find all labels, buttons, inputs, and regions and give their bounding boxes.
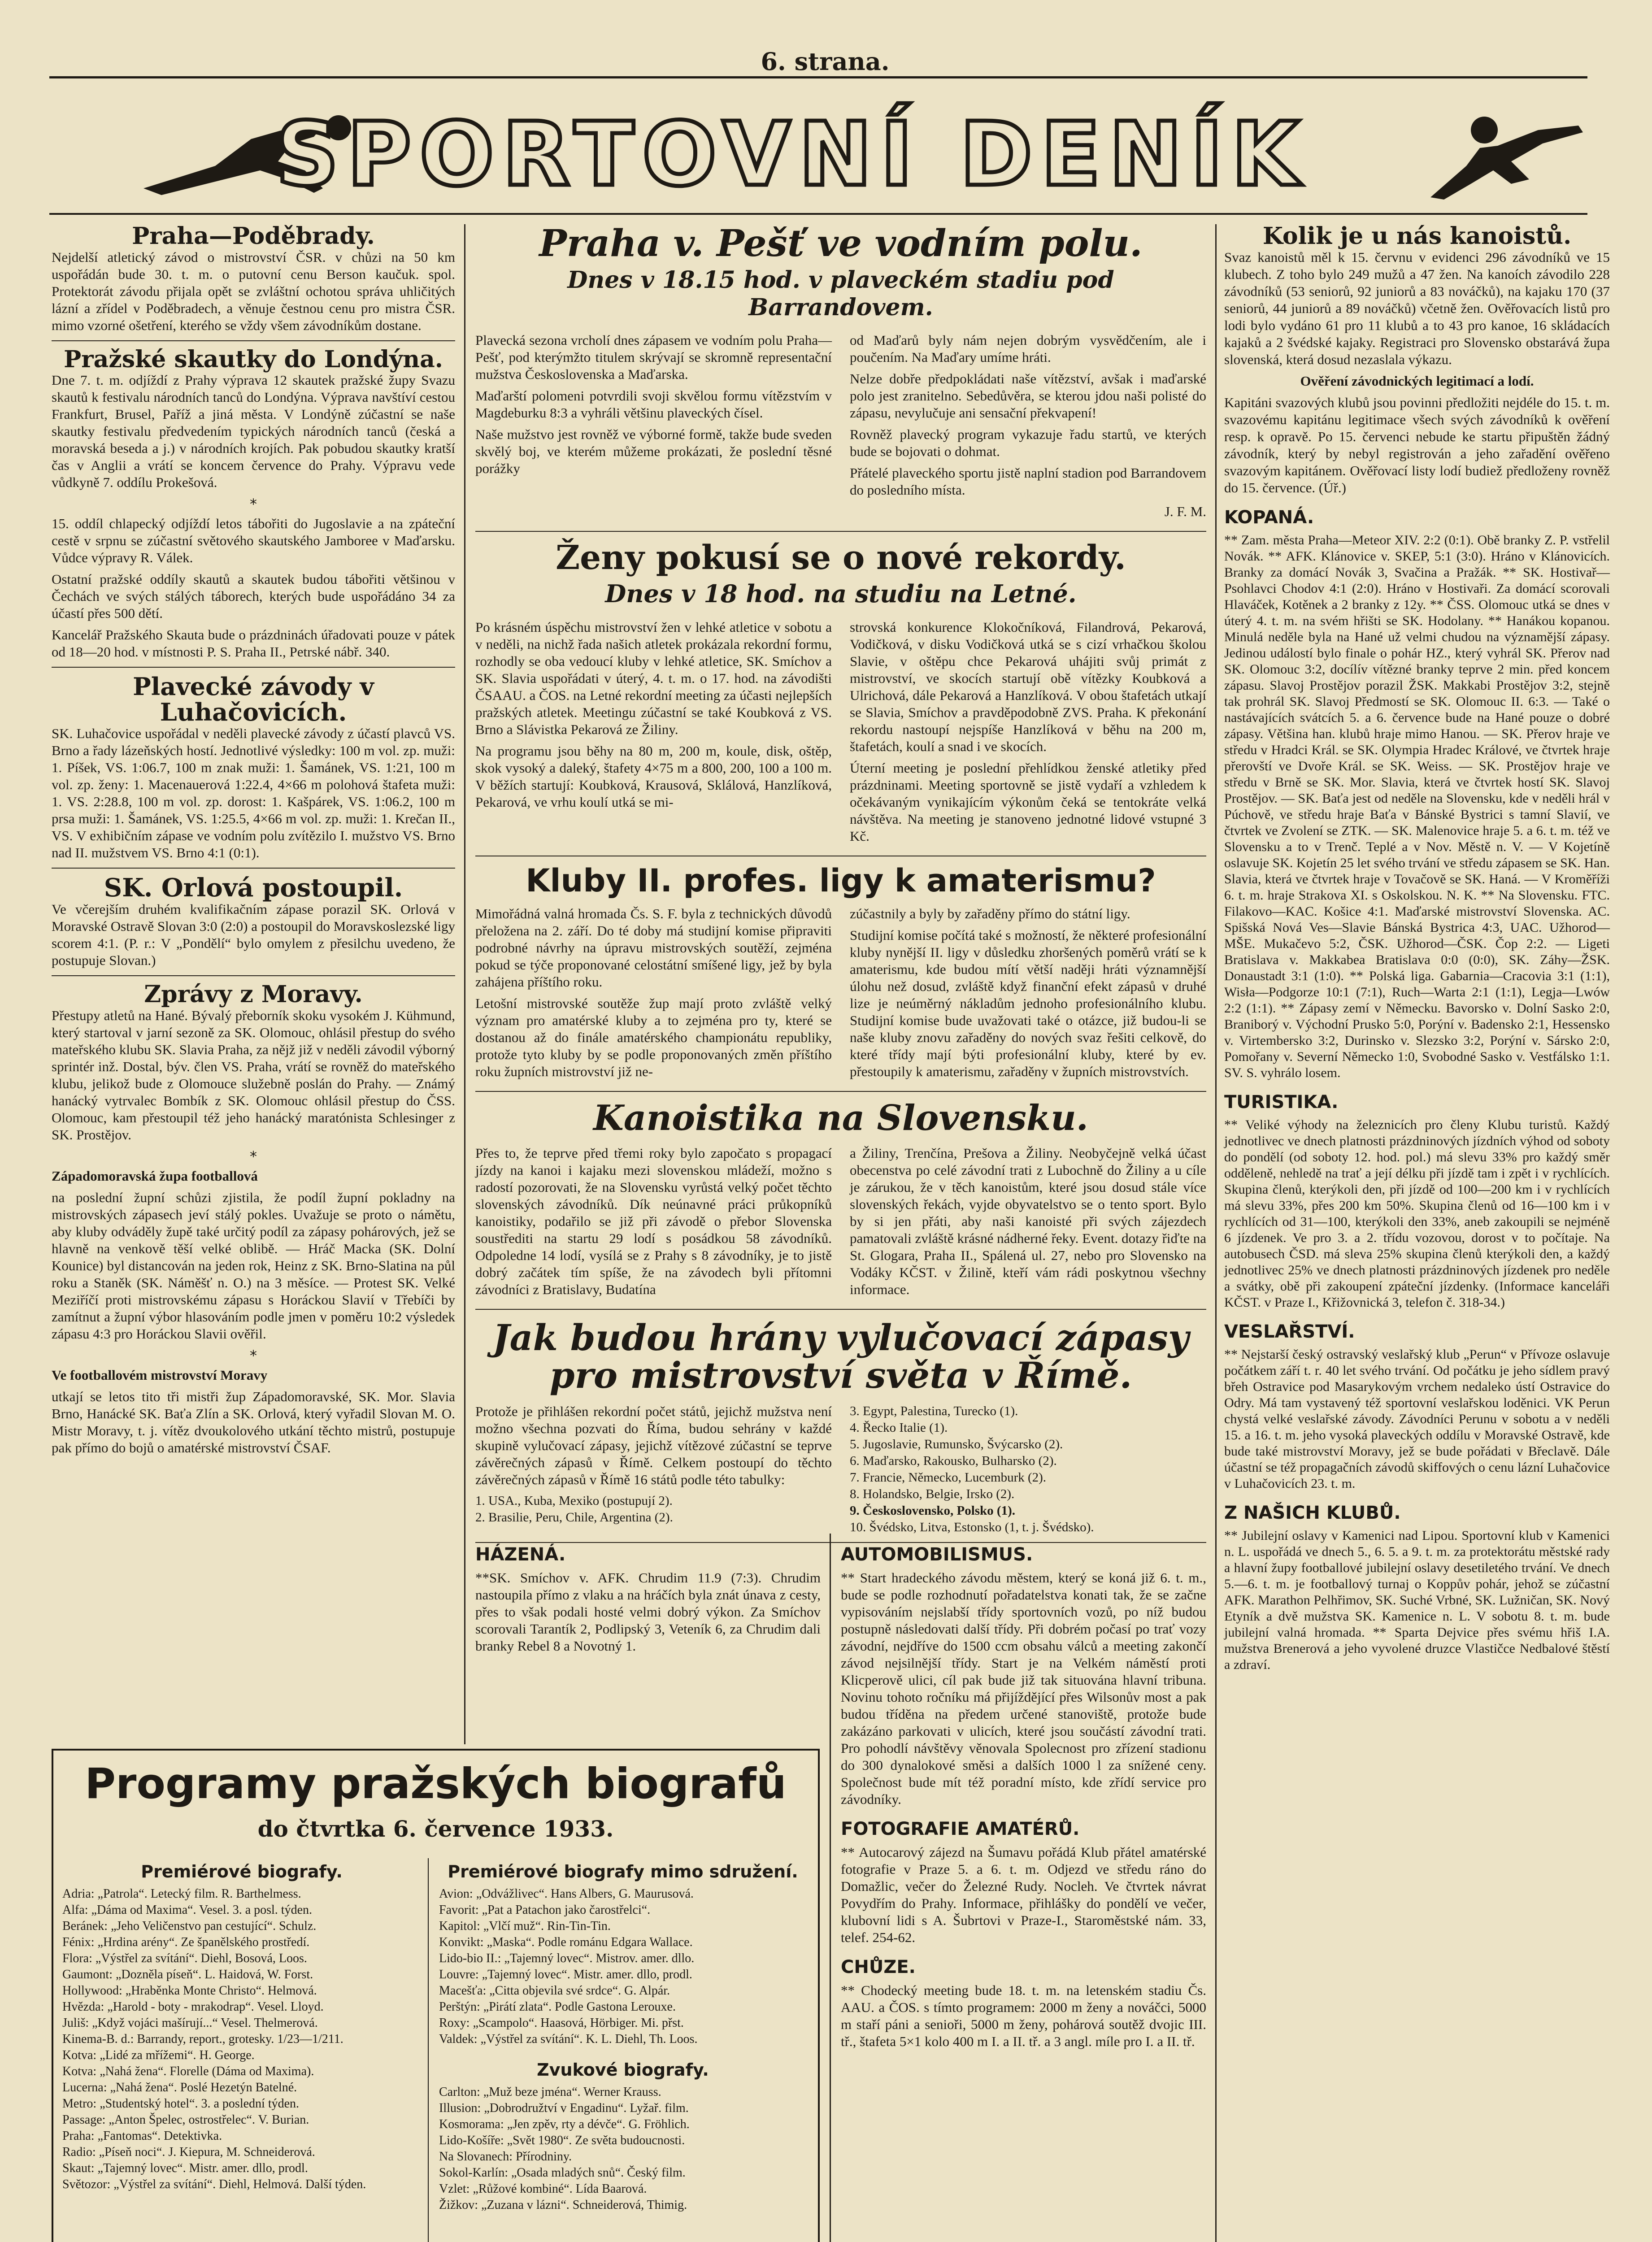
headline-plavecke-zavody: Plavecké závody v Luhačovicích. — [133, 672, 374, 726]
cinema-line: Passage: „Anton Špelec, ostrostřelec“. V. Burian. — [62, 2113, 309, 2127]
cinema-line: Kotva: „Nahá žena“. Florelle (Dáma od Maxima). — [62, 2064, 314, 2078]
cinema-line: Lucerna: „Nahá žena“. Poslé Hezetýn Batelné. — [62, 2081, 297, 2094]
cinema-line: Illusion: „Dobrodružtví v Engadinu“. Lyžař. film. — [439, 2101, 689, 2115]
cinema-line: Carlton: „Muž beze jména“. Werner Krauss. — [439, 2085, 661, 2099]
cinema-line: Adria: „Patrola“. Letecký film. R. Barthelmess. — [62, 1887, 301, 1901]
article-text: na poslední župní schůzi zjistila, že podíl župní pokladny na mistrovských zápasech jeví stálý pokles. Uvažuje se proto o námětu, aby kluby odváděly župě také určitý podíl za zápasy pohárových, jež se hlavně na venkově těší velké oblibě. — Hráč Macka (SK. Dolní Kounice) byl distancován na jeden rok, Heinz z SK. Brno-Slatina na půl roku a Staněk (SK. Náměšť n. O.) na 3 měsíce. — Protest SK. Velké Meziříčí proti mistrovskému zápasu s Horáckou Slavií v Třebíči by zamítnut a župní výbor hlasováním podle jmen v poměru 10:2 výsledek zápasu 4:3 pro Horáckou Slavii ověřil. — [52, 1189, 455, 1342]
article-text: zúčastnily a byly by zařaděny přímo do státní ligy. — [850, 906, 1130, 922]
article-text: Na programu jsou běhy na 80 m, 200 m, koule, disk, oštěp, skok vysoký a daleký, štafety 4×75 m a 800, 200, 100 a 100 m. V běžích startují: Koubková, Krausová, Sklálová, Hanzlíková, Pekarová, ve vrhu koulí utká se mi- — [475, 743, 832, 810]
divider — [475, 531, 1206, 532]
article-text: od Maďarů byly nám nejen dobrým vysvědčením, ale i poučením. Na Maďary umíme hráti. — [850, 332, 1206, 365]
separator-star: * — [250, 495, 257, 513]
article-text: ** Jubilejní oslavy v Kamenici nad Lipou. Sportovní klub v Kamenici n. L. uspořádá ve dnech 5., 6. 5. a 9. t. m. za protektorátu městské rady a hlavní župy footballové jubilejní oslavy desetiletého trvání. Ve dnech 5.—6. t. m. je footballový turnaj o Koppův pohár, jehož se zúčastní AFK. Marathon Pelhřimov, SK. Suché Vrbné, SK. Lužničan, SK. Nový Etyník a dvě mužstva SK. Kamenice n. L. V sobotu 8. t. m. bude jubilejní valná hromada. ** Sparta Dejvice přes svému hřiš I.A. mužstva Brenerová a jeho vyvolené druzce Vlastičce Nedbalové štěstí a zdraví. — [1224, 1528, 1610, 1672]
article-text: a Žiliny, Trenčína, Prešova a Žiliny. Neobyčejně velká účast obecenstva po celé závodní trati z Lubochně do Žiliny a u cíle je zárukou, že v těch kanoistům, které jsou dosud stále více slovenských řekách, vyjde obyvatelstvo se o tento sport. Bylo by si jen přáti, aby naši kanoisté při svých zájezdech pamatovali zvláště krásné nádherné řeky. Event. dotazy řiďte na St. Glogara, Praha II., Spálená ul. 27, nebo pro Slovensko na Vodáky KČST. v Žilině, kteří vám rádi poskytnou všechny informace. — [850, 1145, 1206, 1298]
divider — [52, 868, 455, 869]
cinema-programs-box — [52, 1749, 820, 2242]
column-middle — [475, 224, 1206, 1549]
rome-body — [475, 1403, 1206, 1536]
list-item: 10. Švédsko, Litva, Estonsko (1, t. j. Švédsko). — [850, 1520, 1094, 1535]
masthead-rule — [49, 213, 1587, 215]
section-heading: Z NAŠICH KLUBŮ. — [1224, 1502, 1401, 1523]
polo-body — [475, 332, 1206, 525]
cinema-line: Roxy: „Scampolo“. Haasová, Hörbiger. Mi. přst. — [439, 2016, 684, 2030]
section-heading: KOPANÁ. — [1224, 507, 1314, 528]
cinema-line: Metro: „Studentský hotel“. 3. a poslední týden. — [62, 2097, 300, 2111]
article-text: Studijní komise počítá také s možností, že některé profesionální kluby nynější II. ligy v důsledku zhoršených poměrů vrátí se k amaterismu, kde budou mítí větší naději hráti významnější úlohu než dosud, zvláště když finanční efekt zápasů v druhé lize je neúměrný nákladům jednoho profesionálního klubu. Studijní komise bude uvažovati také o otázce, již budou-li se naše kluby znovu zařaděny do nových svaz řešiti celkově, do které třídy mají býti profesionální kluby, které by ev. přestoupily k amaterismu, zařaděny v župních mistrovstvích. — [850, 927, 1206, 1080]
headline-kanoistika-slovensko: Kanoistika na Slovensku. — [593, 1098, 1088, 1139]
divider — [52, 975, 455, 976]
column-separator — [464, 224, 465, 1744]
cinema-line: Kotva: „Lidé za mřížemi“. H. George. — [62, 2048, 255, 2062]
section-heading: AUTOMOBILISMUS. — [841, 1544, 1033, 1565]
article-text: Protože je přihlášen rekordní počet států, jejichž mužstva není možno všechna pozvati do Říma, budou sehrány v každé skupině vylučovací zápasy, jejichž vítězové zúčastní se teprve závěrečných zápasů v Římě. Celkem postoupí do těchto závěrečných zápasů v Římě 16 států podle této tabulky: — [475, 1403, 832, 1488]
article-text: Mimořádná valná hromada Čs. S. F. byla z technických důvodů přeložena na 2. září. Do té doby má studijní komise připraviti podrobné návrhy na úpravu mistrovských soutěží, zejména pokud se týče proponované celostátní smíšené ligy, jež by byla zahájena příštího roku. — [475, 906, 832, 990]
article-text: Přestupy atletů na Hané. Bývalý přeborník skoku vysokém J. Kühmund, který startoval v jarní sezoně za SK. Olomouc, ohlásil přestup do svého mateřského klubu SK. Slavia Praha, za nějž již v neděli závodil výborný sprintér inž. Dostal, býv. člen VS. Praha, vrátí se rovněž do mateřského klubu, jelikož bude z Olomouce služebně poslán do Prahy. — Známý hanácký vytrvalec Bombík z SK. Olomouc ohlásil přestup do ČSS. Olomouc, kam přestoupil též jeho hanácký maratónista Schlesinger z SK. Prostějov. — [52, 1007, 455, 1143]
cinema-line: Vzlet: „Růžové kombiné“. Lída Baarová. — [439, 2182, 647, 2196]
cinema-line: Valdek: „Výstřel za svítání“. K. L. Diehl, Th. Loos. — [439, 2032, 698, 2046]
cinema-subhead: Premiérové biografy mimo sdružení. — [448, 1862, 798, 1881]
article-text: Po krásném úspěchu mistrovství žen v lehké atletice v sobotu a v neděli, na nichž řada našich atletek prokázala rekordní formu, rozhodly se oba vedoucí kluby v lehké atletice, SK. Smíchov a SK. Slavia uspořádati v úterý, 4. t. m. o 17. hod. na závodišti ČSAAU. a ČOS. na Letné rekordní meeting za účasti nejlepších pražských atletek. Meetingu zúčastní se také Koubková z VS. Brno a Slávistka Pekarová ze Žiliny. — [475, 619, 832, 737]
subheadline-polo: Dnes v 18.15 hod. v plaveckém stadiu pod Barrandovem. — [567, 266, 1114, 322]
cinema-line: Gaumont: „Dozněla píseň“. L. Haidová, W. Forst. — [62, 1968, 313, 1981]
article-text: ** Nejstarší český ostravský veslařský klub „Perun“ v Přívoze oslavuje počátkem září t. r. 40 let svého trvání. Od počátku je jeho sídlem pravý břeh Ostravice pod Masarykovým vrchem nedaleko ústí Ostravice do Odry. Má tam vystavený též sportovní veslařskou loděnici. VK Perun chystá velké veslařské závody. Závodníci Perunu v sobotu a v neděli 15. a 16. t. m. jeho vysoká plaveckých oddílu v Moravské Ostravě, kde bude také mistrovství Moravy, jež se bude pořádati v Břeclavě. Dále účastní se též propagačních závodů skiffových o cenu lázní Luhačovice v Luhačovicích 23. t. m. — [1224, 1347, 1610, 1491]
cinema-date: do čtvrtka 6. července 1933. — [257, 1816, 614, 1842]
cinema-line: Lido-Košíře: „Svět 1980“. Ze světa budoucnosti. — [439, 2133, 685, 2147]
cinema-line: Kosmorama: „Jen zpěv, rty a dévče“. G. Fröhlich. — [439, 2117, 690, 2131]
article-text: utkají se letos tito tři mistři žup Západomoravské, SK. Mor. Slavia Brno, Hanácké SK. Baťa Zlín a SK. Orlová, který vyřadil Slovan M. O. Mistr Moravy, t. j. vítěz dvoukolového utkání těchto mistrů, postupuje pak přímo do bojů o amatérské mistrovství ČSAF. — [52, 1388, 455, 1456]
list-item: 1. USA., Kuba, Mexiko (postupují 2). — [475, 1494, 673, 1508]
article-lead: Západomoravská župa footballová — [52, 1168, 258, 1184]
article-text: Rovněž plavecký program vykazuje řadu startů, ve kterých bude se bojovati o dohmat. — [850, 426, 1206, 460]
article-text: Nelze dobře předpokládati naše vítězství, avšak i maďarské polo jest zranitelno. Sebedůvěra, se kterou jdou naši polisté do zápasu, nevylučuje ani sensační překvapení! — [850, 371, 1206, 421]
list-item: 4. Řecko Italie (1). — [850, 1421, 948, 1435]
headline-kanoistu: Kolik je u nás kanoistů. — [1262, 222, 1572, 250]
cinema-line: Radio: „Píseň noci“. J. Kiepura, M. Schneiderová. — [62, 2145, 315, 2159]
list-item: 5. Jugoslavie, Rumunsko, Švýcarsko (2). — [850, 1437, 1063, 1452]
cinema-line: Fénix: „Hrdina arény“. Ze španělského prostředí. — [62, 1935, 310, 1949]
top-rule — [49, 76, 1587, 78]
article-text: SK. Luhačovice uspořádal v neděli plavecké závody z účastí plavců VS. Brno a řady lázeňských hostí. Jednotlivé výsledky: 100 m vol. zp. muži: 1. Píšek, VS. 1:06.7, 100 m znak muži: 1. Šamánek, VS. 1:21, 100 m vol. zp. ženy: 1. Macenauerová 1:22.4, 4×66 m polohová štafeta muži: 1. VS. 2:28.8, 100 m vol. zp. dorost: 1. Kašpárek, VS. 1:06.2, 100 m prsa muži: 1. Šamánek, VS. 1:25.5, 4×66 m vol. zp. muži: 1. Krečan II., VS. V exhibičním zápase ve vodním polu zvítězilo I. mužstvo VS. Brno nad II. mužstvem VS. Brno 4:1 (0:1). — [52, 725, 455, 860]
cinema-premiere — [62, 1858, 421, 2193]
article-text: Kapitáni svazových klubů jsou povinni předložiti nejdéle do 15. t. m. svazovému kapitánu legitimace všech svých závodníků k ověření resp. k opravě. Po 15. červenci nebude ke startu připuštěn žádný závodník, který by nebyl registrován a jeho zařadění ověřeno svazovým kapitánem. Ověřovací listy lodí budiež předloženy rovněž do 15. července. (Úř.) — [1224, 394, 1610, 495]
cinema-line: Lido-bio II.: „Tajemný lovec“. Mistrov. amer. dllo. — [439, 1951, 695, 1965]
headline-zeny-rekordy: Ženy pokusí se o nové rekordy. — [556, 539, 1126, 578]
article-lead: Ověření závodnických legitimací a lodí. — [1300, 373, 1534, 389]
article-text: Úterní meeting je poslední přehlídkou ženské atletiky před prázdninami. Meeting sportovně se jistě vydaří a vzhledem k očekávaným vynikajícím výkonům čeká se tentokráte velká návštěva. Na meeting je stanoveno jednotné lidové vstupné 3 Kč. — [850, 760, 1206, 844]
section-heading: HÁZENÁ. — [475, 1544, 566, 1565]
article-text: Přátelé plaveckého sportu jistě naplní stadion pod Barrandovem do posledního místa. — [850, 465, 1206, 498]
cinema-line: Alfa: „Dáma od Maxima“. Vesel. 3. a posl. týden. — [62, 1903, 313, 1917]
column-right — [1224, 224, 1610, 1677]
article-text: ** Autocarový zájezd na Šumavu pořádá Klub přátel amatérské fotografie v Praze 5. a 6. t. m. Odjezd ve středu ráno do Domažlic, večer do Železné Rudy. Nocleh. Ve čtvrtek návrat Povydřím do Prahy. Informace, přihlášky do pondělí ve večer, klubovní lidi s A. Šubrtovi v Praze-I., Staroměstské nám. 33, telef. 254-62. — [841, 1844, 1206, 1945]
list-item: 6. Maďarsko, Rakousko, Bulharsko (2). — [850, 1454, 1057, 1469]
cinema-line: Perštýn: „Pirátí zlata“. Podle Gastona Lerouxe. — [439, 2000, 676, 2014]
headline-kluby-liga: Kluby II. profes. ligy k amaterismu? — [526, 862, 1156, 899]
article-text: Kancelář Pražského Skauta bude o prázdninách úřadovati pouze v pátek od 18—20 hod. v místnosti P. S. Praha II., Petrské nábř. 340. — [52, 627, 455, 660]
cinema-line: Hvězda: „Harold - boty - mrakodrap“. Vesel. Lloyd. — [62, 2000, 324, 2014]
cinema-line: Favorit: „Pat a Patachon jako čarostřelci“. — [439, 1903, 651, 1917]
cinema-subhead: Premiérové biografy. — [141, 1862, 343, 1881]
cinema-separator — [428, 1858, 429, 2242]
women-body — [475, 619, 1206, 849]
headline-praha-pest: Praha v. Pešť ve vodním polu. — [539, 222, 1143, 265]
divider — [52, 340, 455, 341]
list-item: 3. Egypt, Palestina, Turecko (1). — [850, 1404, 1018, 1419]
cinema-line: Juliš: „Když vojáci mašírují...“ Vesel. Thelmerová. — [62, 2016, 318, 2030]
clubs-body — [475, 905, 1206, 1085]
article-text: Přes to, že teprve před třemi roky bylo započato s propagací jízdy na kanoi i kajaku mezi slovenskou mládeží, možno s radostí pozorovati, že na Slovensku vyrůstá velký počet těchto slovenských závodníků. Dík neúnavné práci průkopníků kanoistiky, podařilo se již při závodě o přebor Slovenska soustřediti na startu 29 lodí s posádkou 58 závodníků. Odpoledne 14 lodí, vysílá se z Prahy s 8 závodníky, je to jistě dobrý začátek tím spíše, že na závodech byli přítomni závodníci z Bratislavy, Budatína — [475, 1145, 832, 1298]
divider — [52, 667, 455, 668]
article-text: ** Veliké výhody na železnicích pro členy Klubu turistů. Každý jednotlivec ve dnech platnosti prázdninových jízdních výhod od soboty do pondělí (od soboty 12. hod. pol.) má slevu 33% pro každý směr odděleně, nehledě na trať a její délku při jízdě tam i zpět i v rychlících. Skupina členů, kterýkoli den, při jízdě od 100—200 km i v rychlících má slevu 33%, přes 200 km 50%. Skupina členů od 16—100 km i v rychlících od 31—100, kterýkoli den 33%, aneb zakoupili se nejméně 6 jízdenek. Ve pro 3. a 2. třídu vozovou, dorost v to počítaje. Na autobusech ČSD. má sleva 25% skupina členů kterýkoli den, a každý jednotlivec 25% ve dnech platnosti prázdninových jízdenek pro neděle a svátky, obě při zakoupení zpáteční jízdenky. (Informace kanceláři KČST. v Praze I., Křižovnická 3, telefon č. 318-34.) — [1224, 1117, 1610, 1310]
hazena-block — [475, 1534, 821, 1659]
article-text: Dne 7. t. m. odjíždí z Prahy výprava 12 skautek pražské župy Svazu skautů k festivalu národních tanců do Londýna. Výprava navštíví cestou Frankfurt, Brusel, Paříž a jiná města. V Londýně zúčastní se naše skautky festivalu předvedením typických národních tanců (česká a moravská beseda a j.) v národních krojích. Pak pobudou skautky kratší čas v Anglii a vrátí se koncem července do Prahy. Výpravu vede vůdkyně 7. oddílu Prokešová. — [52, 372, 455, 491]
separator-star: * — [250, 1147, 257, 1165]
headline-skautky: Pražské skautky do Londýna. — [64, 345, 443, 373]
masthead-title: SPORTOVNÍ DENÍK — [275, 104, 1308, 206]
section-heading: CHŮZE. — [841, 1957, 916, 1977]
kanoe-body — [475, 1145, 1206, 1303]
list-item: 9. Československo, Polsko (1). — [850, 1503, 1015, 1518]
cinema-line: Kinema-B. d.: Barrandy, report., grotesky. 1/23—1/211. — [62, 2032, 343, 2046]
page-number: 6. strana. — [761, 47, 890, 76]
article-text: strovská konkurence Klokočníková, Filandrová, Pekarová, Vodičková, v disku Vodičková utká se s cizí vrhačkou školou Slavie, v oštěpu chce Pekarová uhájiti svůj primát z mistrovství, ve skocích startují obě vítězky Koubková a Ulrichová, dále Pekarová a Hanzlíková. V obou štafetách utkají se Slavia, Smíchov a pravděpodobně ZVS. Praha. K překonání rekordu nastoupí nejspíše Hanzlíková v běhu na 200 m, štafetách, koulí a snad i ve skocích. — [850, 619, 1206, 754]
list-item: 2. Brasilie, Peru, Chile, Argentina (2). — [475, 1510, 673, 1525]
headline-rim-line2: pro mistrovství světa v Římě. — [549, 1354, 1132, 1397]
section-heading: TURISTIKA. — [1224, 1091, 1339, 1112]
cinema-line: Světozor: „Výstřel za svítání“. Diehl, Helmová. Další týden. — [62, 2177, 366, 2191]
article-text: Plavecká sezona vrcholí dnes zápasem ve vodním polu Praha—Pešť, pod kterýmžto titulem skrývají se skromně representační mužstva Československa a Maďarska. — [475, 332, 832, 382]
cinema-line: Avion: „Odvážlivec“. Hans Albers, G. Maurusová. — [439, 1887, 694, 1901]
article-text: 15. oddíl chlapecký odjíždí letos tábořiti do Jugoslavie a na zpáteční cestě v srpnu se zúčastní světového skautského Jamboree v Maďarsku. Vůdce výpravy R. Válek. — [52, 516, 455, 566]
article-text: Naše mužstvo jest rovněž ve výborné formě, takže bude sveden skvělý boj, ve kterém můžeme prokázati, že poslední těsné porážky — [475, 426, 832, 477]
list-item: 7. Francie, Německo, Lucemburk (2). — [850, 1470, 1047, 1485]
article-text: Ostatní pražské oddíly skautů a skautek budou tábořiti většinou v Čechách ve svých stálých táborech, kterých bude uspořádáno 34 za účastí přes 500 dětí. — [52, 571, 455, 621]
cinema-line: Konvikt: „Maska“. Podle románu Edgara Wallace. — [439, 1935, 693, 1949]
cinema-line: Louvre: „Tajemný lovec“. Mistr. amer. dllo, prodl. — [439, 1968, 692, 1981]
section-heading: VESLAŘSTVÍ. — [1224, 1321, 1355, 1342]
cinema-line: Sokol-Karlín: „Osada mladých snů“. Český film. — [439, 2166, 686, 2180]
misc-block — [841, 1534, 1206, 2055]
article-text: Letošní mistrovské soutěže žup mají proto zvláště velký význam pro amatérské kluby a to zejména pro ty, které se dostanou až do finále amatérského championátu republiky, protože tyto kluby by se podle proponovaných změn příštího roku župních mistrovství již ne- — [475, 995, 832, 1080]
cinema-line: Praha: „Fantomas“. Detektivka. — [62, 2129, 222, 2143]
article-text: Maďarští polomeni potvrdili svoji skvělou formu vítězstvím v Magdeburku 8:3 a vyhráli většinu plaveckých čísel. — [475, 388, 832, 421]
headline-zpravy-z-moravy: Zprávy z Moravy. — [144, 981, 363, 1008]
article-lead: Ve footballovém mistrovství Moravy — [52, 1367, 268, 1383]
column-separator — [1215, 224, 1217, 2242]
masthead — [135, 105, 1448, 204]
cinema-line: Na Slovanech: Přírodniny. — [439, 2150, 572, 2164]
cinema-subhead: Zvukové biografy. — [537, 2060, 709, 2080]
cinema-line: Flora: „Výstřel za svítání“. Diehl, Bosová, Loos. — [62, 1951, 307, 1965]
article-text: ** Start hradeckého závodu městem, který se koná již 6. t. m., bude se podle rozhodnutí pořadatelstva konati tak, že se začne vypisováním nejslabší třídy sportovních vozů, po níž budou postupně následovati další třídy. Při dobrém počasí po trať vozy závodní, nejdříve do 1500 ccm obsahu válců a meeting zakončí závod nejsilnější třídy. Start je na Velkém náměstí proti Klicperově ulici, cíl pak bude již tak situována hlavní tribuna. Novinu tohoto ročníku má přijíždějící přes Wilsonův most a pak budou tříděna na předem určené stanoviště, protože bude zakázáno parkovati v ulicích, které jsou součástí závodní trati. Pro pohodlí návštěvy věnovala Spolecnost pro zřízení stadionu do 300 dynalokové směsi a dalších 1000 l za snížené ceny. Společnost bude mít též poradní místo, kde zřídí service pro závodníky. — [841, 1570, 1206, 1807]
cinema-line: Kapitol: „Vlčí muž“. Rin-Tin-Tin. — [439, 1919, 611, 1933]
article-text: **SK. Smíchov v. AFK. Chrudim 11.9 (7:3). Chrudim nastoupila přímo z vlaku a na hráčích byla znát únava z cesty, přes to však podali hosté velmi dobrý výkon. Za Smíchov scorovali Tarantík 2, Podlipský 3, Veteník 6, za Chrudim dali branky Rebel 8 a Novotný 1. — [475, 1570, 821, 1654]
cinema-other — [439, 1858, 807, 2213]
cinema-line: Macešťa: „Citta objevila své srdce“. G. Alpár. — [439, 1984, 670, 1998]
article-text: ** Chodecký meeting bude 18. t. m. na letenském stadiu Čs. AAU. a ČOS. s tímto programem: 2000 m ženy a nováčci, 5000 m staří páni a senioři, 5000 m ženy, pohárová soutěž dvojic III. tř., štafeta 5×1 kolo 400 m I. a II. tř. a 3 angl. míle pro I. a II. tř. — [841, 1982, 1206, 2049]
cinema-line: Žižkov: „Zuzana v lázni“. Schneiderová, Thimig. — [439, 2198, 687, 2212]
column-separator — [830, 1534, 831, 2242]
article-text: Nejdelší atletický závod o mistrovství ČSR. v chůzi na 50 km uspořádán bude 30. t. m. o putovní cenu Berson kaučuk. spol. Protektorát závodu přijala opět se zvláštní ochotou správa uhličitých lázní a zřídel v Poděbradech, a věnuje čestnou cenu pro mistra ČSR. mimo vzorné ošetření, kterého se vždy všem závodníkům dostane. — [52, 249, 455, 333]
runner-right-icon — [1404, 112, 1592, 202]
cinema-line: Skaut: „Tajemný lovec“. Mistr. amer. dllo, prodl. — [62, 2161, 308, 2175]
article-text: Svaz kanoistů měl k 15. červnu v evidenci 296 závodníků ve 15 klubech. Z toho bylo 249 mužů a 47 žen. Na kanoích závodilo 228 závodníků (53 seniorů, 92 juniorů a 83 nováčků), na kajaku 170 (37 seniorů, 44 juniorů a 89 nováčků) včetně žen. Ověřovacích listů pro lodi bylo vydáno 61 pro 11 klubů a to 43 pro kanoe, 16 skládacích kajaků a 2 švédské kajaky. Registraci pro Slovensko obstarává župa slovenská, která dosud nezaslala výkazu. — [1224, 249, 1610, 367]
separator-star: * — [250, 1347, 257, 1364]
cinema-line: Beránek: „Jeho Veličenstvo pan cestující“. Schulz. — [62, 1919, 317, 1933]
cinema-title: Programy pražských biografů — [85, 1760, 787, 1808]
section-heading: FOTOGRAFIE AMATÉRŮ. — [841, 1819, 1080, 1839]
cinema-line: Hollywood: „Hraběnka Monte Christo“. Helmová. — [62, 1984, 317, 1998]
headline-praha-podebrady: Praha—Poděbrady. — [132, 222, 375, 250]
headline-orlova: SK. Orlová postoupil. — [104, 873, 403, 903]
divider — [475, 1091, 1206, 1092]
article-text: ** Zam. města Praha—Meteor XIV. 2:2 (0:1). Obě branky Z. P. vstřelil Novák. ** AFK. Klánovice v. SKEP, 5:1 (3:0). Hráno v Klánovicích. Branky za domácí Novák 3, Svačina a Pražák. ** SK. Hostivař—Psohlavci Chodov 4:1 (2:0). Hráno v Hostivaři. Za domácí scorovali Hlaváček, Kotěnek a 2 branky z 12y. ** ČSS. Olomouc utká se dnes v úterý 4. t. m. na svém hřišti se SK. Hodolany. ** Hanákou kopanou. Minulá neděle byla na Hané už velmi chudou na významější zápasy. Jedinou událostí bylo finale o pohár HZ., který vyhrál SK. Přerov nad SK. Olomouc 3:2, docílív vítězné branky teprve 2 min. před koncem zápasu. Slavoj Prostějov porazil ŽSK. Makkabi Prostějov 3:2, stejně tak prohrál SK. Slavoj Předmostí se SK. Olomouc II. 6:3. — Také o nastávajících svátcích 5. a 6. července bude na Hané pouze o dobré zápasy. Většina han. klubů hraje mimo Hanou. — SK. Přerov hraje ve středu v Hradci Král. se SK. Olympia Hradec Králové, ve čtvrtek hraje přerovští ve Dvoře Král. se SK. Weiss. — SK. Prostějov hraje ve středu v Brně se SK. Mor. Slavia, která ve čtvrtek hostí SK. Slavoj Prostějov. — SK. Baťa jest od neděle na Slovensku, kde v neděli hrál v Púchově, ve středu hraje Baťa v Bánské Bystrici s tamní Slavií, ve čtvrtek ve Zvolení se ZTK. — SK. Malenovice hraje 5. a 6. t. m. též ve Slovensku a to v Trenč. Teplé a v Nov. Městě n. V. — V Kojetíně oslavuje SK. Kojetín 25 let svého trvání ve středu zápasem se SK. Han. Slavia, která ve čtvrtek hraje v Tovačově se SK. Haná. — V Kroměříži 6. t. m. hraje Strakova XI. s Oskolskou. N. K. ** Na Slovensku. FTC. Filakovo—KAC. Košice 4:1. Maďarské mistrovství Slovenska. AC. Spišská Nová Ves—Slavie Bánská Bystrica 4:3, UAC. Užhorod—MŠE. Mukačevo 5:2, ČSK. Užhorod—ČSK. Čop 2:2. — Ligeti Bratislava v. Makkabea Bratislava 0:0 (0:0), SK. Záhy—ŽSK. Donaustadt 3:1 (1:0). ** Polská liga. Gabarnia—Cracovia 3:1 (1:1), Wisła—Podgorze 10:1 (7:1), Ruch—Warta 2:1 (1:1), Legja—Lwów 2:2 (1:1). ** Zápasy zemí v Německu. Bavorsko v. Dolní Sasko 2:0, Braniborý v. Východní Prusko 5:0, Porýní v. Badensko 2:1, Hessensko v. Virtembersko 3:2, Durinsko v. Slezsko 3:2, Porýní v. Sársko 2:0, Pomořany v. Severní Německo 1:0, Svobodné Sasko v. Vestfálsko 1:1. SV. S. vyhrálo losem. — [1224, 532, 1610, 1080]
headline-rim-line1: Jak budou hrány vylučovací zápasy — [492, 1317, 1189, 1359]
divider — [475, 1309, 1206, 1310]
article-text: Ve včerejším druhém kvalifikačním zápase porazil SK. Orlová v Moravské Ostravě Slovan 3:0 (2:0) a postoupil do Moravskoslezské ligy scorem 4:1. (P. r.: V „Pondělí“ bylo omylem z přesilchu uvedeno, že postupuje Slovan.) — [52, 901, 455, 969]
subheadline-women: Dnes v 18 hod. na studiu na Letné. — [605, 579, 1077, 608]
list-item: 8. Holandsko, Belgie, Irsko (2). — [850, 1487, 1015, 1502]
author-sign: J. F. M. — [1164, 504, 1206, 520]
column-left — [52, 224, 455, 1461]
